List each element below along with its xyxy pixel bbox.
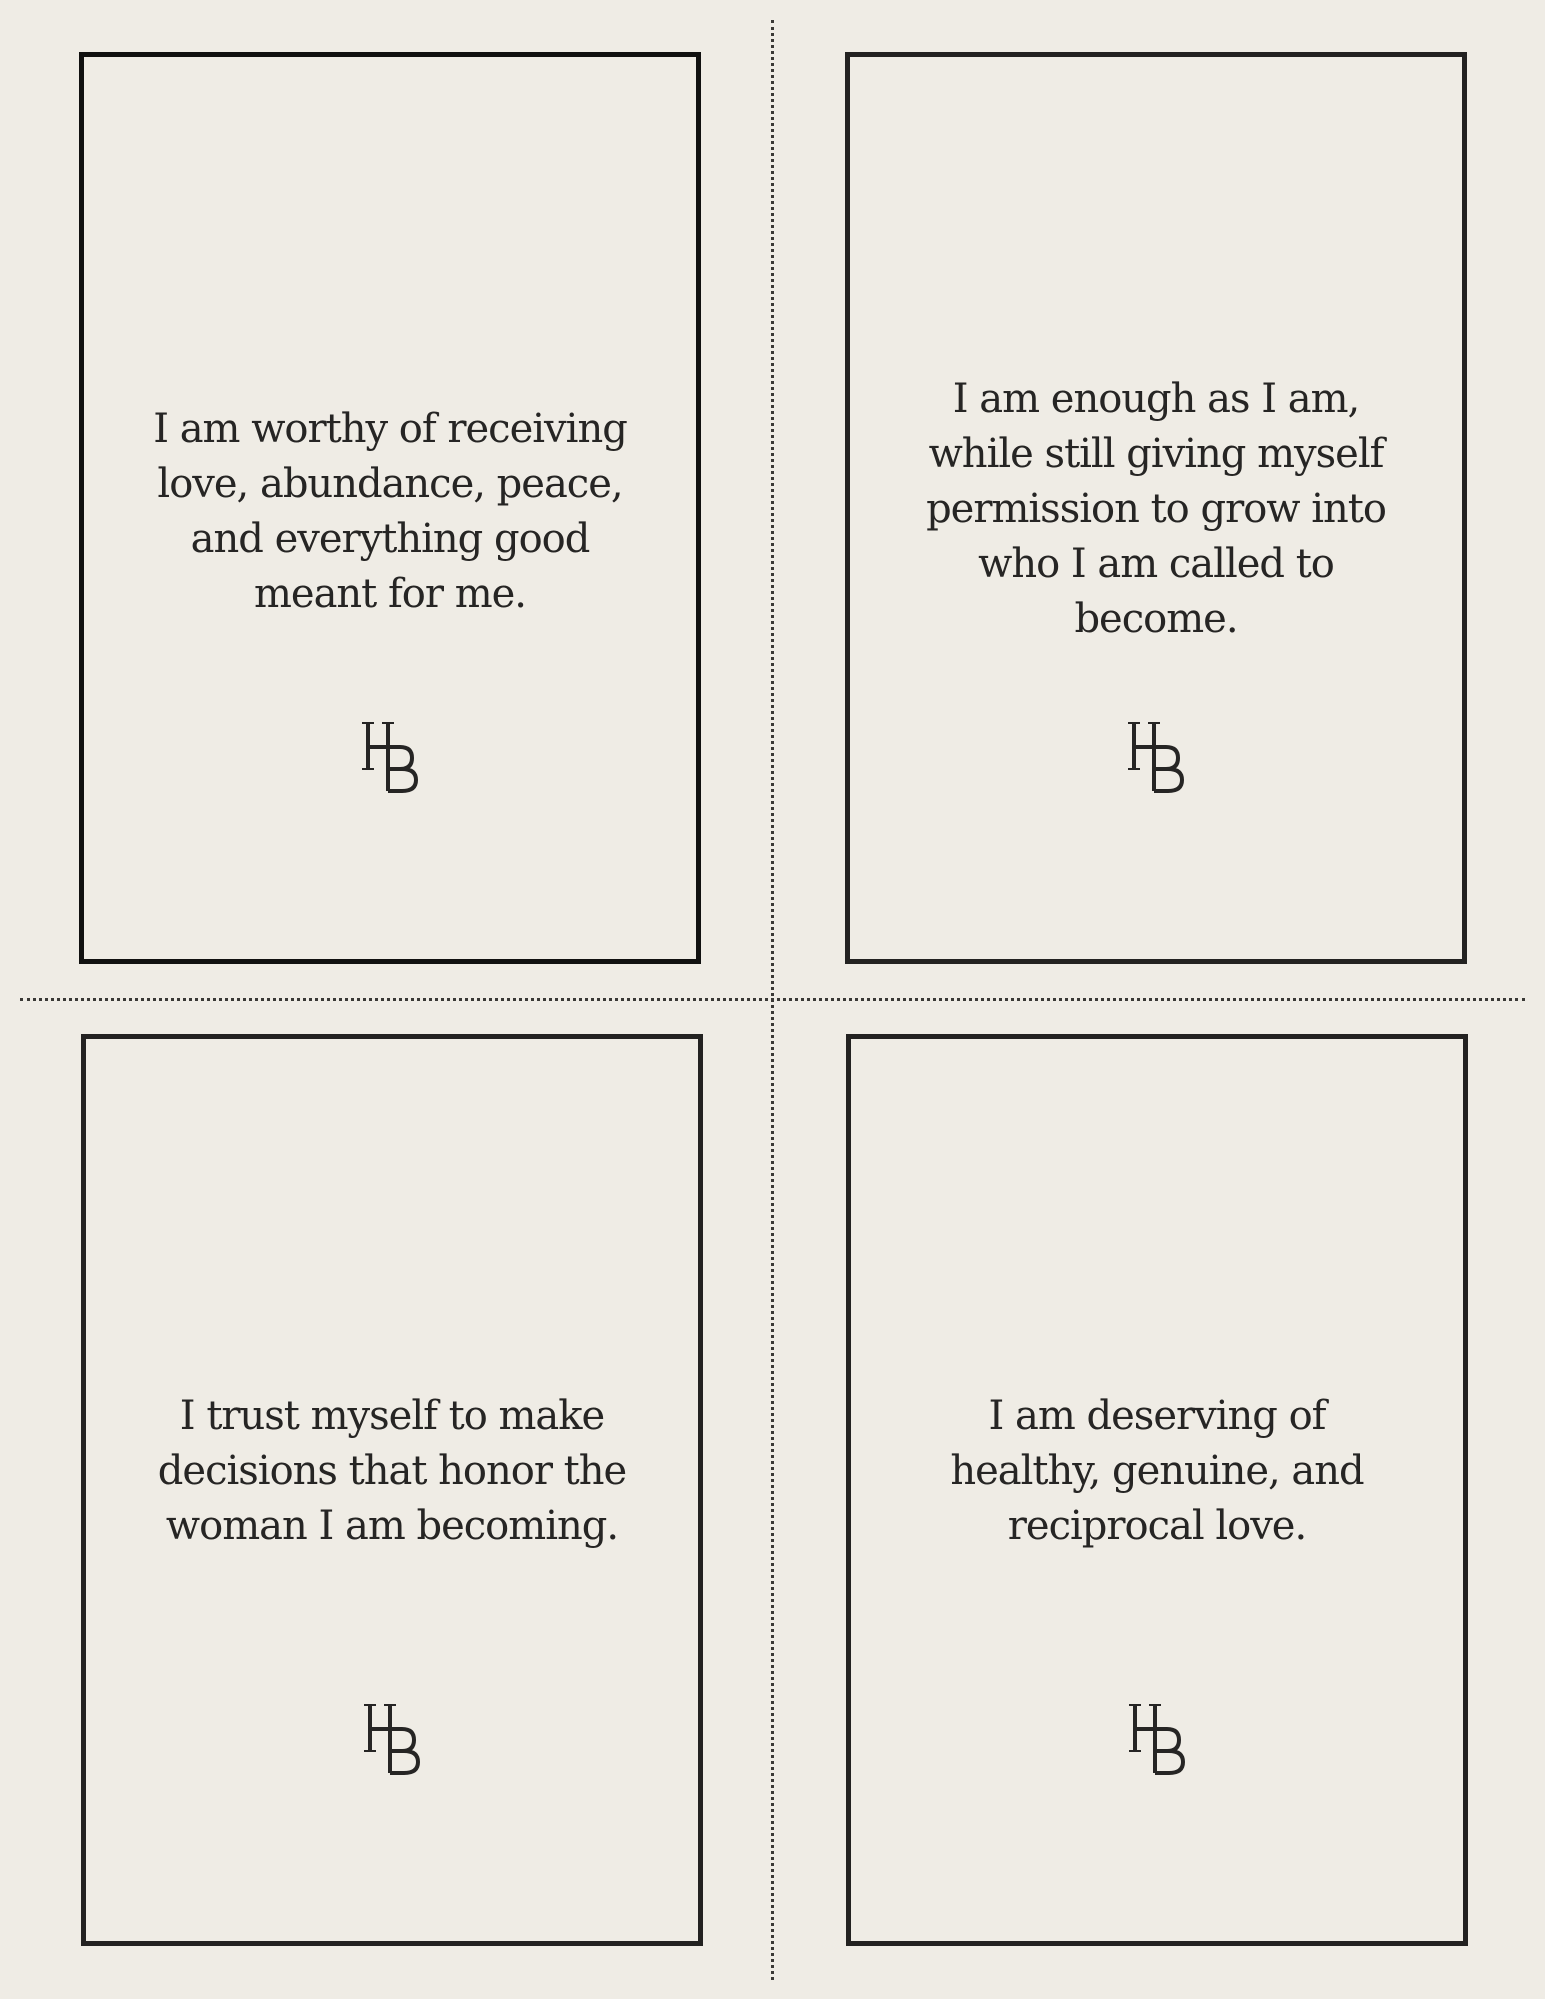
hb-monogram-logo [362, 1699, 422, 1779]
hb-monogram-logo [360, 717, 420, 797]
affirmation-card-1 [79, 52, 701, 964]
affirmation-card-2 [845, 52, 1467, 964]
affirmation-card-3 [81, 1034, 703, 1946]
affirmation-text: I am deserving of healthy, genuine, and reciprocal love. [950, 1393, 1364, 1549]
affirmation-text: I am enough as I am, while still giving myself permission to grow into who I am called to become. [926, 376, 1386, 642]
affirmation-text: I am worthy of receiving love, abundance, peace, and everything good meant for me. [153, 406, 627, 617]
affirmation-text: I trust myself to make decisions that honor the woman I am becoming. [157, 1393, 627, 1549]
hb-monogram-logo [1126, 717, 1186, 797]
horizontal-cut-line [20, 998, 1525, 1001]
hb-monogram-logo [1127, 1699, 1187, 1779]
affirmation-card-4 [846, 1034, 1468, 1946]
